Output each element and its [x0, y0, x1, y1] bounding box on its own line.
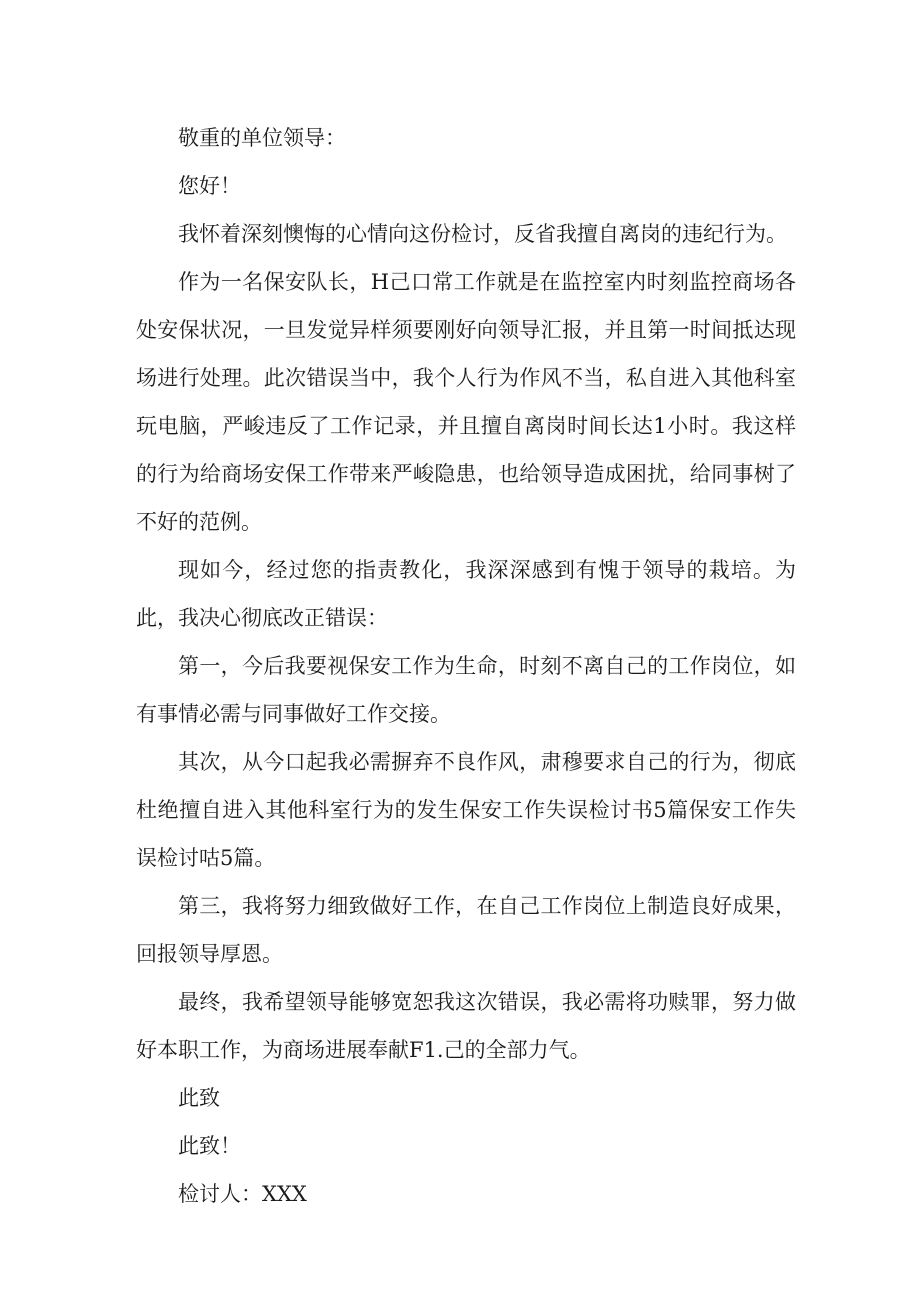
greeting: 您好！	[178, 174, 241, 198]
paragraph-second: 其次，从今口起我必需摒弃不良作风，肃穆要求自己的行为，彻底杜绝擅自进入其他科室行为的发生保安工作失误检讨书5篇保安工作失误检讨咕5篇。	[136, 750, 796, 870]
paragraph-description: 作为一名保安队长，H己口常工作就是在监控室内时刻监控商场各处安保状况，一旦发觉异样须要刚好向领导汇报，并且第一时间抵达现场进行处理。此次错误当中，我个人行为作风不当，私自进入其他科室玩电脑，严峻违反了工作记录，并且擅自离岗时间长达1小时。我这样的行为给商场安保工作带来严峻隐患，也给领导造成困扰，给同事树了不好的范例。	[136, 270, 796, 534]
salutation: 敬重的单位领导：	[178, 126, 346, 150]
paragraph-intro: 我怀着深刻懊悔的心情向这份检讨，反省我擅自离岗的违纪行为。	[178, 222, 787, 246]
paragraph-final: 最终，我希望领导能够宽恕我这次错误，我必需将功赎罪，努力做好本职工作，为商场进展奉献F1.己的全部力气。	[136, 990, 796, 1062]
signature: 检讨人：XXX	[178, 1182, 307, 1206]
paragraph-first: 第一，今后我要视保安工作为生命，时刻不离自己的工作岗位，如有事情必需与同事做好工作交接。	[136, 654, 796, 726]
paragraph-third: 第三，我将努力细致做好工作，在自己工作岗位上制造良好成果，回报领导厚恩。	[136, 894, 796, 966]
closing-line-1: 此致	[178, 1086, 220, 1110]
letter-body	[136, 114, 796, 1218]
closing-line-2: 此致！	[178, 1134, 241, 1158]
paragraph-resolution: 现如今，经过您的指责教化，我深深感到有愧于领导的栽培。为此，我决心彻底改正错误：	[136, 558, 796, 630]
